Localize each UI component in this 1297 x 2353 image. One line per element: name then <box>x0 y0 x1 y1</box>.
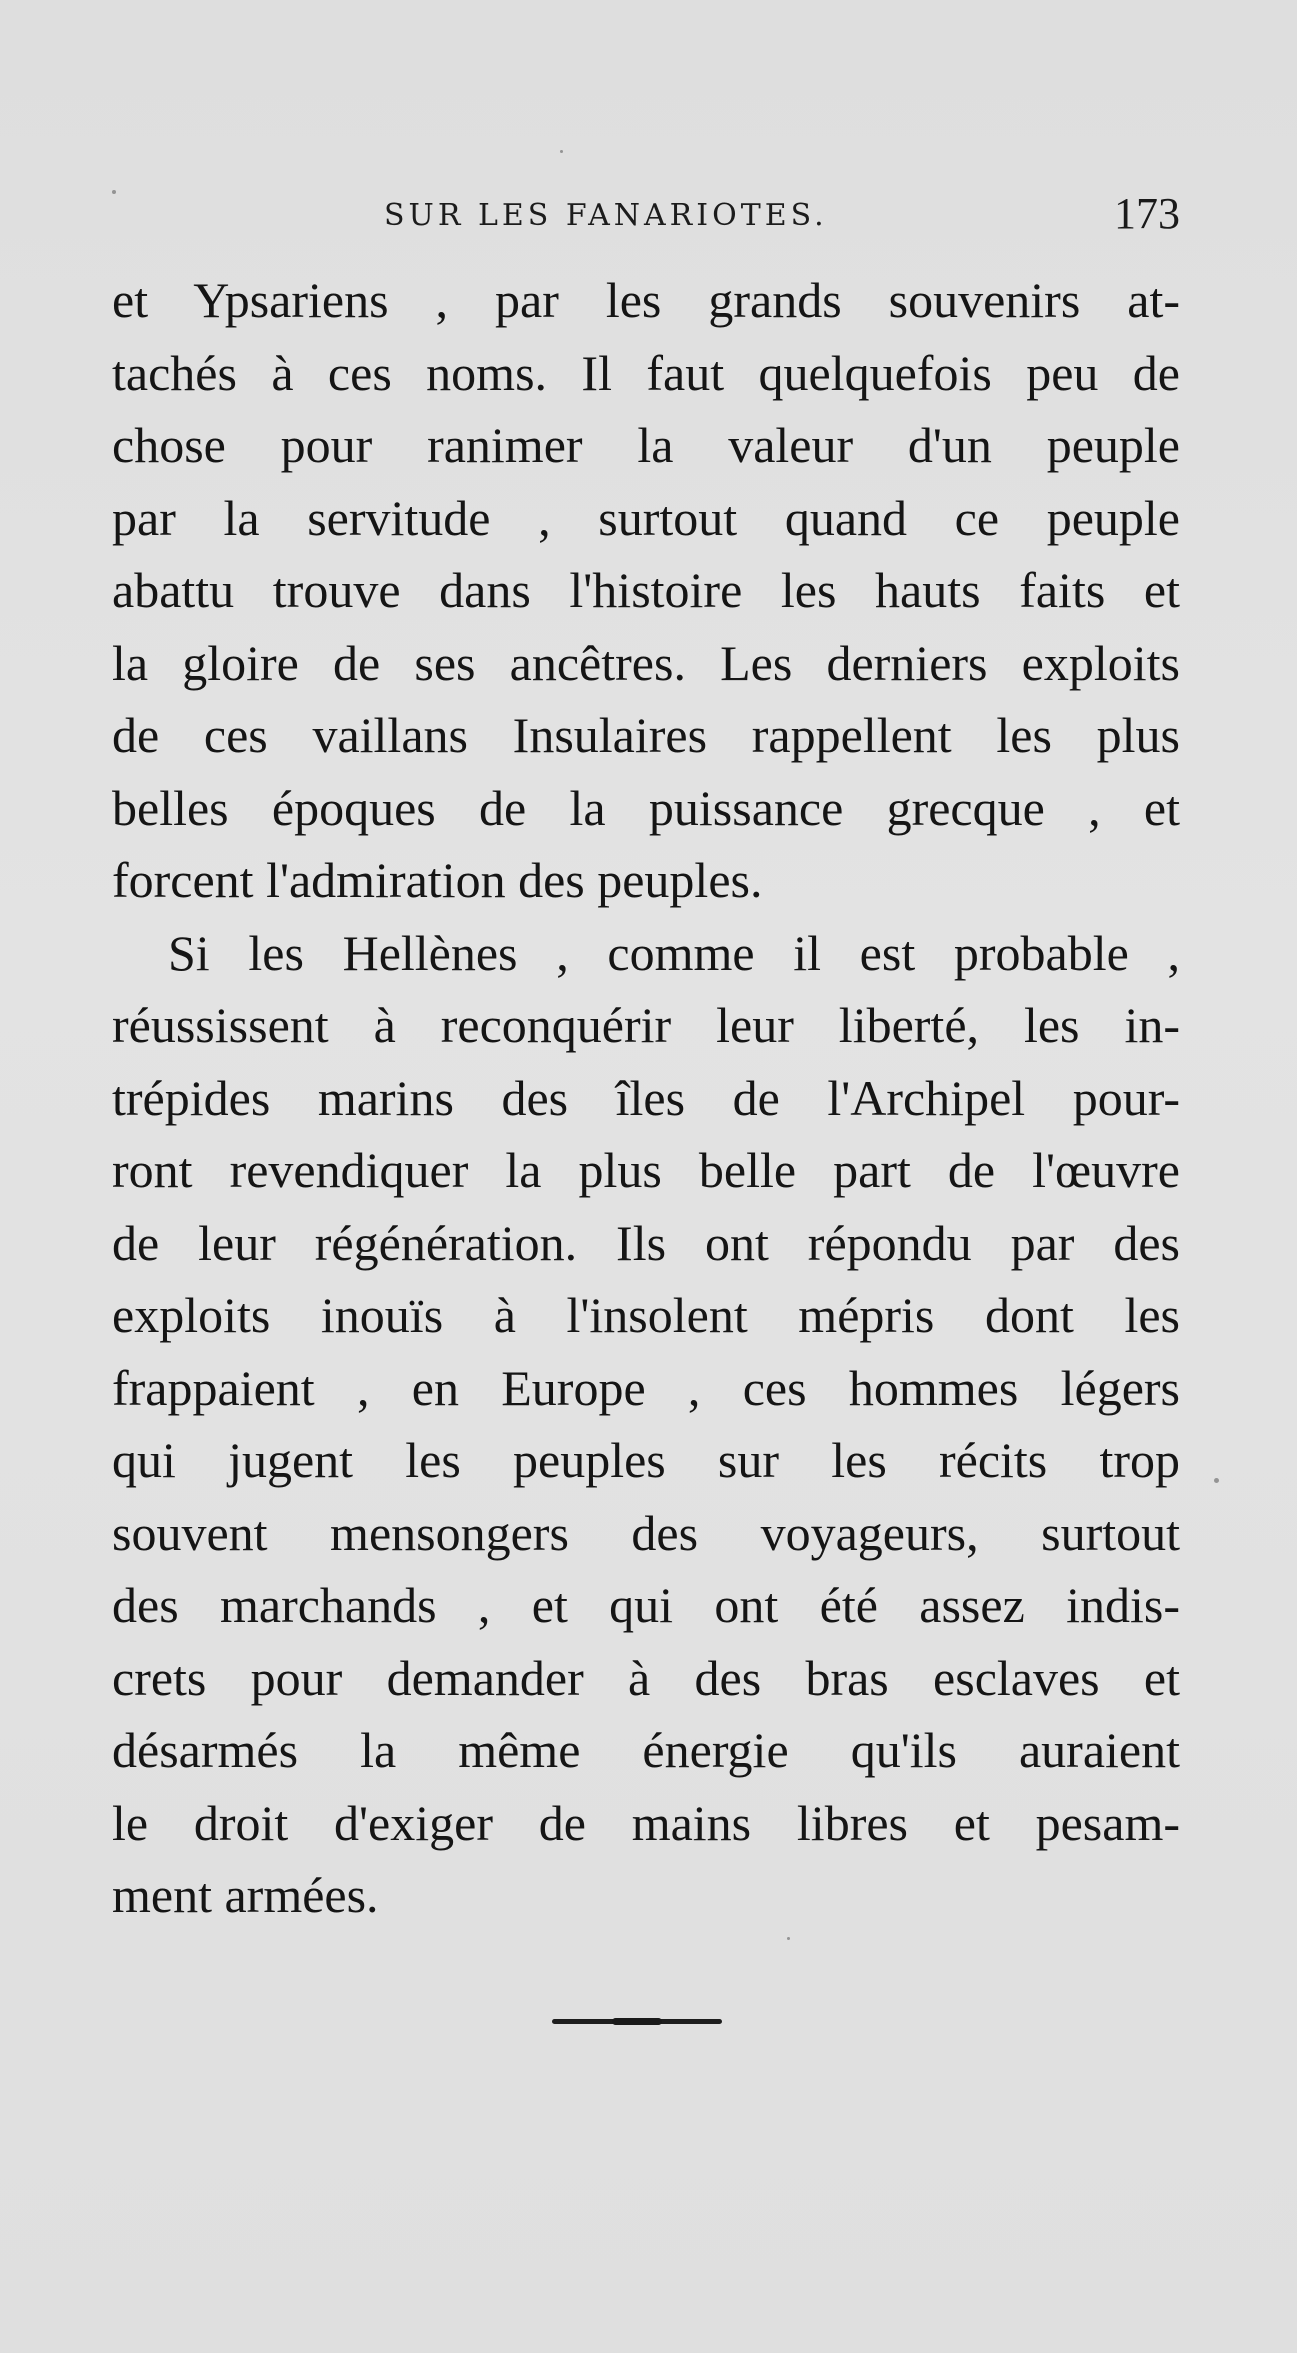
body-text <box>112 264 1180 1932</box>
paper-speck <box>787 1937 790 1940</box>
text-line: frappaient , en Europe , ces hommes légers <box>112 1359 1180 1416</box>
paper-speck <box>112 190 116 194</box>
text-line: de ces vaillans Insulaires rappellent les plus <box>112 707 1180 763</box>
page-header <box>110 189 1180 242</box>
paper-speck <box>1214 1478 1219 1483</box>
text-line: forcent l'admiration des peuples. <box>112 852 763 908</box>
text-line: qui jugent les peuples sur les récits trop <box>112 1432 1180 1488</box>
text-line: par la servitude , surtout quand ce peuple <box>112 489 1180 546</box>
text-line: réussissent à reconquérir leur liberté, les in- <box>112 997 1180 1053</box>
running-title: SUR LES FANARIOTES. <box>384 198 828 233</box>
text-line: le droit d'exiger de mains libres et pesam- <box>112 1794 1180 1851</box>
text-line: ront revendiquer la plus belle part de l'œuvre <box>112 1142 1180 1198</box>
text-line: ment armées. <box>112 1867 379 1923</box>
text-line: trépides marins des îles de l'Archipel pour- <box>112 1069 1180 1126</box>
text-line: belles époques de la puissance grecque , et <box>112 779 1180 836</box>
text-line: des marchands , et qui ont été assez indis- <box>112 1577 1180 1633</box>
text-line: chose pour ranimer la valeur d'un peuple <box>112 417 1180 473</box>
page-number: 173 <box>1114 189 1180 238</box>
paper-speck <box>560 150 563 153</box>
text-line: souvent mensongers des voyageurs, surtout <box>112 1504 1180 1561</box>
text-line: la gloire de ses ancêtres. Les derniers exploits <box>112 634 1180 691</box>
text-line: de leur régénération. Ils ont répondu par des <box>112 1214 1180 1271</box>
text-line: abattu trouve dans l'histoire les hauts faits et <box>112 562 1180 618</box>
text-line: désarmés la même énergie qu'ils auraient <box>112 1722 1180 1778</box>
text-line: crets pour demander à des bras esclaves et <box>112 1649 1180 1706</box>
end-rule <box>552 2019 722 2024</box>
text-line: tachés à ces noms. Il faut quelquefois peu de <box>112 344 1180 401</box>
text-line: exploits inouïs à l'insolent mépris dont les <box>112 1287 1180 1343</box>
text-line: et Ypsariens , par les grands souvenirs at- <box>112 272 1180 328</box>
text-line: Si les Hellènes , comme il est probable , <box>168 924 1180 981</box>
